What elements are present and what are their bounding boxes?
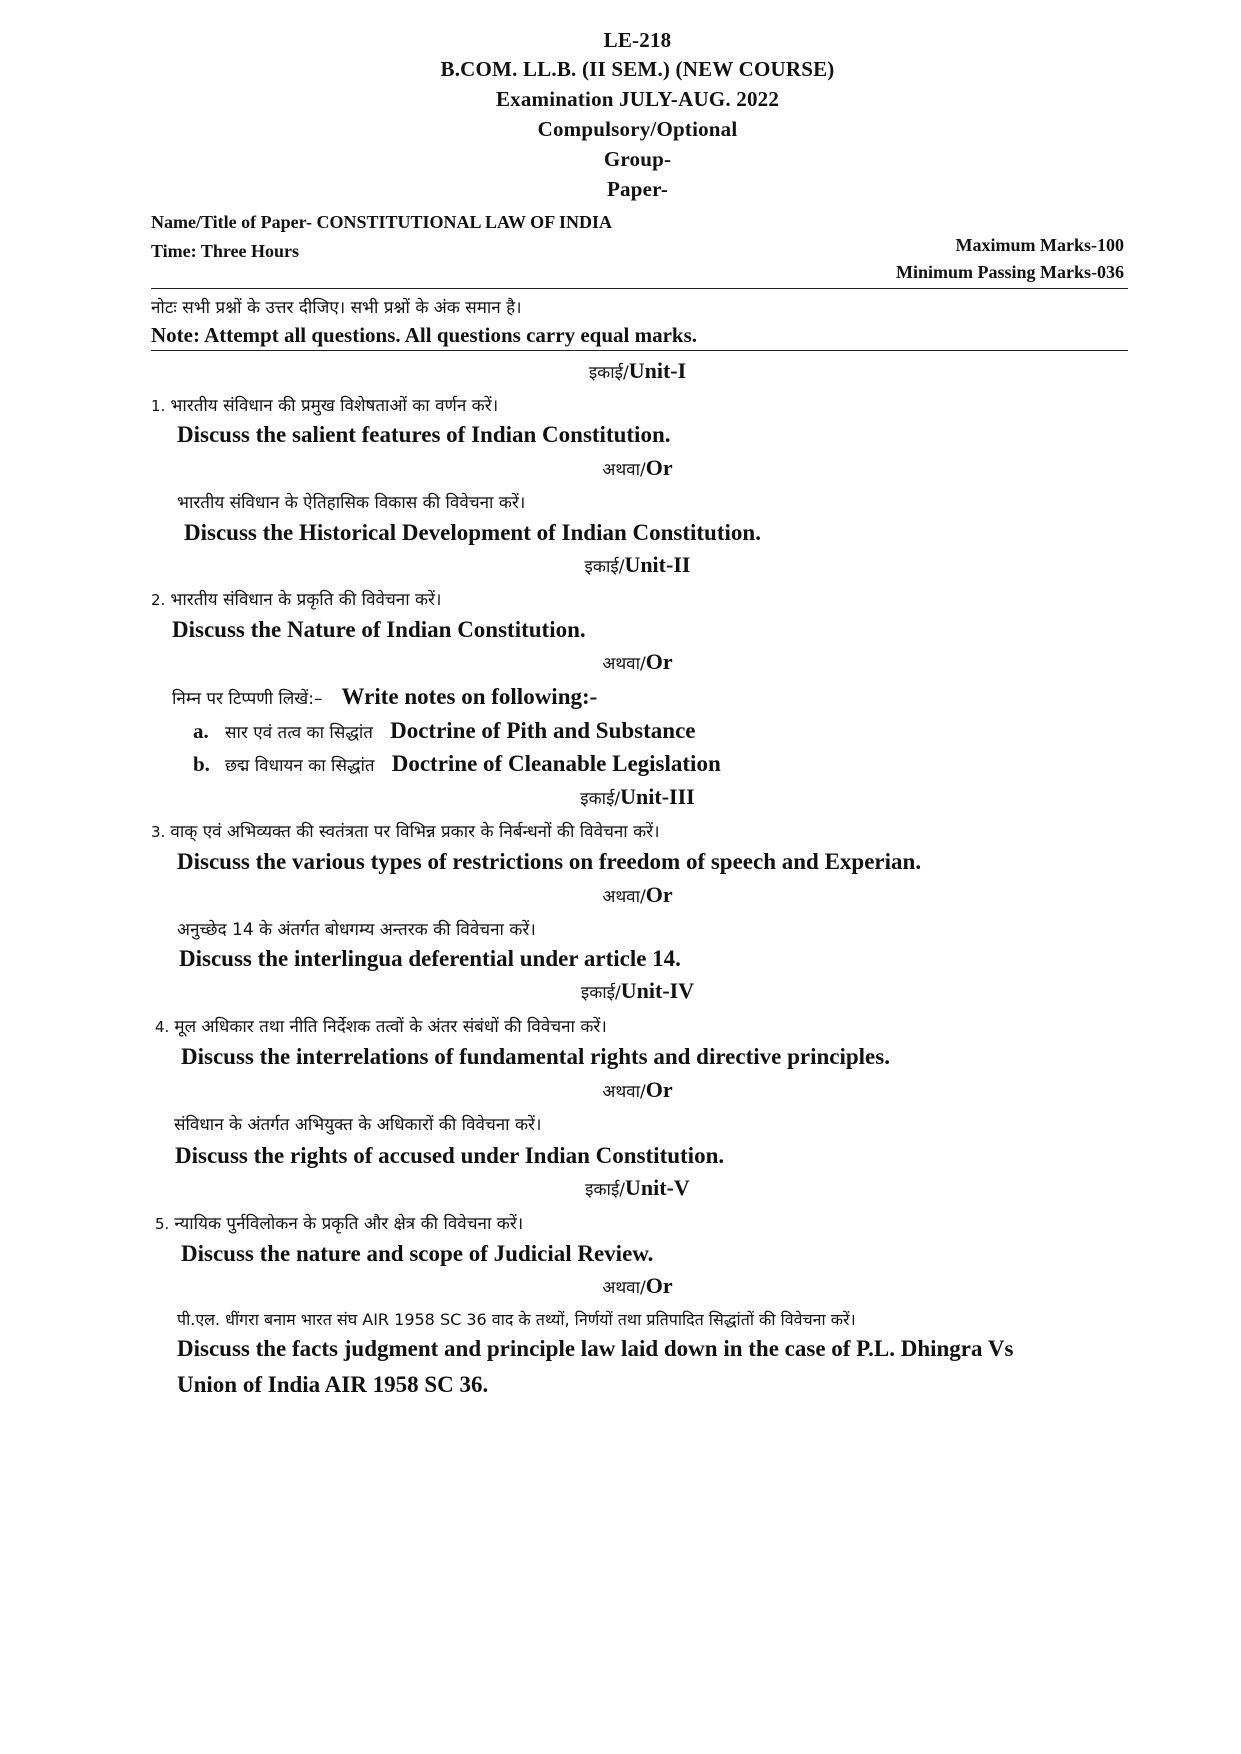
question-1a-hindi: 1. भारतीय संविधान की प्रमुख विशेषताओं का वर्णन करें।	[151, 396, 499, 416]
question-5b-english-line2: Union of India AIR 1958 SC 36.	[177, 1372, 489, 1397]
paper-code: LE-218	[603, 28, 672, 52]
question-2a-english: Discuss the Nature of Indian Constitution.	[172, 617, 586, 642]
question-2b-hindi: निम्न पर टिप्पणी लिखें:–	[172, 689, 323, 709]
sub-item-b: b. छद्म विधायन का सिद्धांत Doctrine of Cleanable Legislation	[193, 751, 721, 776]
max-marks: Maximum Marks-100	[955, 235, 1124, 255]
question-5b-english-line1: Discuss the facts judgment and principle law laid down in the case of P.L. Dhingra Vs	[177, 1336, 1014, 1361]
sub-item-a: a. सार एवं तत्व का सिद्धांत Doctrine of Pith and Substance	[193, 718, 696, 743]
unit-heading-3: इकाई/Unit-III	[580, 784, 695, 809]
unit-heading-5: इकाई/Unit-V	[585, 1175, 690, 1200]
question-1a-english: Discuss the salient features of Indian Constitution.	[177, 422, 671, 447]
question-1b-english: Discuss the Historical Development of Indian Constitution.	[184, 520, 761, 545]
question-4a-english: Discuss the interrelations of fundamental rights and directive principles.	[181, 1044, 890, 1069]
paper-title: Name/Title of Paper- CONSTITUTIONAL LAW OF INDIA	[151, 212, 613, 232]
question-number: 4.	[155, 1018, 170, 1036]
exam-session: Examination JULY-AUG. 2022	[495, 87, 780, 111]
or-separator: अथवा/Or	[602, 455, 673, 480]
unit-hindi: इकाई/	[588, 363, 629, 383]
question-2a-hindi: 2. भारतीय संविधान के प्रकृति की विवेचना करें।	[151, 590, 442, 610]
question-3b-hindi: अनुच्छेद 14 के अंतर्गत बोधगम्य अन्तरक की विवेचना करें।	[177, 920, 536, 940]
question-4b-english: Discuss the rights of accused under Indian Constitution.	[175, 1143, 725, 1168]
paper-label: Paper-	[606, 177, 669, 201]
unit-heading-1	[0, 358, 1241, 384]
question-number: 1.	[151, 397, 166, 415]
min-marks: Minimum Passing Marks-036	[895, 262, 1124, 282]
question-4b-hindi: संविधान के अंतर्गत अभियुक्त के अधिकारों की विवेचना करें।	[174, 1115, 542, 1135]
or-separator: अथवा/Or	[602, 882, 673, 907]
question-5a-hindi: 5. न्यायिक पुर्नविलोकन के प्रकृति और क्षेत्र की विवेचना करें।	[155, 1214, 524, 1234]
question-number: 2.	[151, 591, 166, 609]
course-title: B.COM. LL.B. (II SEM.) (NEW COURSE)	[440, 57, 835, 81]
question-1b-hindi: भारतीय संविधान के ऐतिहासिक विकास की विवेचना करें।	[177, 493, 526, 513]
question-3a-english: Discuss the various types of restrictions on freedom of speech and Experian.	[177, 849, 922, 874]
question-2b	[172, 684, 597, 710]
question-5a-english: Discuss the nature and scope of Judicial Review.	[181, 1241, 654, 1266]
group-label: Group-	[603, 147, 672, 171]
question-4a-hindi: 4. मूल अधिकार तथा नीति निर्देशक तत्वों के अंतर संबंधों की विवेचना करें।	[155, 1017, 607, 1037]
unit-heading-4: इकाई/Unit-IV	[580, 978, 695, 1003]
note-english: Note: Attempt all questions. All questions carry equal marks.	[151, 323, 697, 347]
paper-type: Compulsory/Optional	[537, 117, 738, 141]
note-hindi: नोटः सभी प्रश्नों के उत्तर दीजिए। सभी प्रश्नों के अंक समान है।	[151, 298, 522, 318]
or-separator: अथवा/Or	[602, 1077, 673, 1102]
unit-heading-2: इकाई/Unit-II	[584, 552, 691, 577]
question-3b-english: Discuss the interlingua deferential under article 14.	[179, 946, 681, 971]
question-number: 3.	[151, 823, 166, 841]
note-divider	[151, 350, 1128, 351]
or-separator: अथवा/Or	[602, 1273, 673, 1298]
or-separator: अथवा/Or	[602, 649, 673, 674]
question-3a-hindi: 3. वाक् एवं अभिव्यक्त की स्वतंत्रता पर विभिन्न प्रकार के निर्बन्धनों की विवेचना करें।	[151, 822, 660, 842]
question-2b-english: Write notes on following:-	[341, 684, 598, 709]
question-5b-hindi: पी.एल. धींगरा बनाम भारत संघ AIR 1958 SC 36 वाद के तथ्यों, निर्णयों तथा प्रतिपादित सिद्धांतों की विवेचना करें।	[177, 1310, 856, 1329]
header-divider	[151, 288, 1128, 289]
time-label: Time: Three Hours	[151, 241, 299, 261]
question-number: 5.	[155, 1215, 170, 1233]
unit-english: Unit-I	[628, 358, 687, 383]
